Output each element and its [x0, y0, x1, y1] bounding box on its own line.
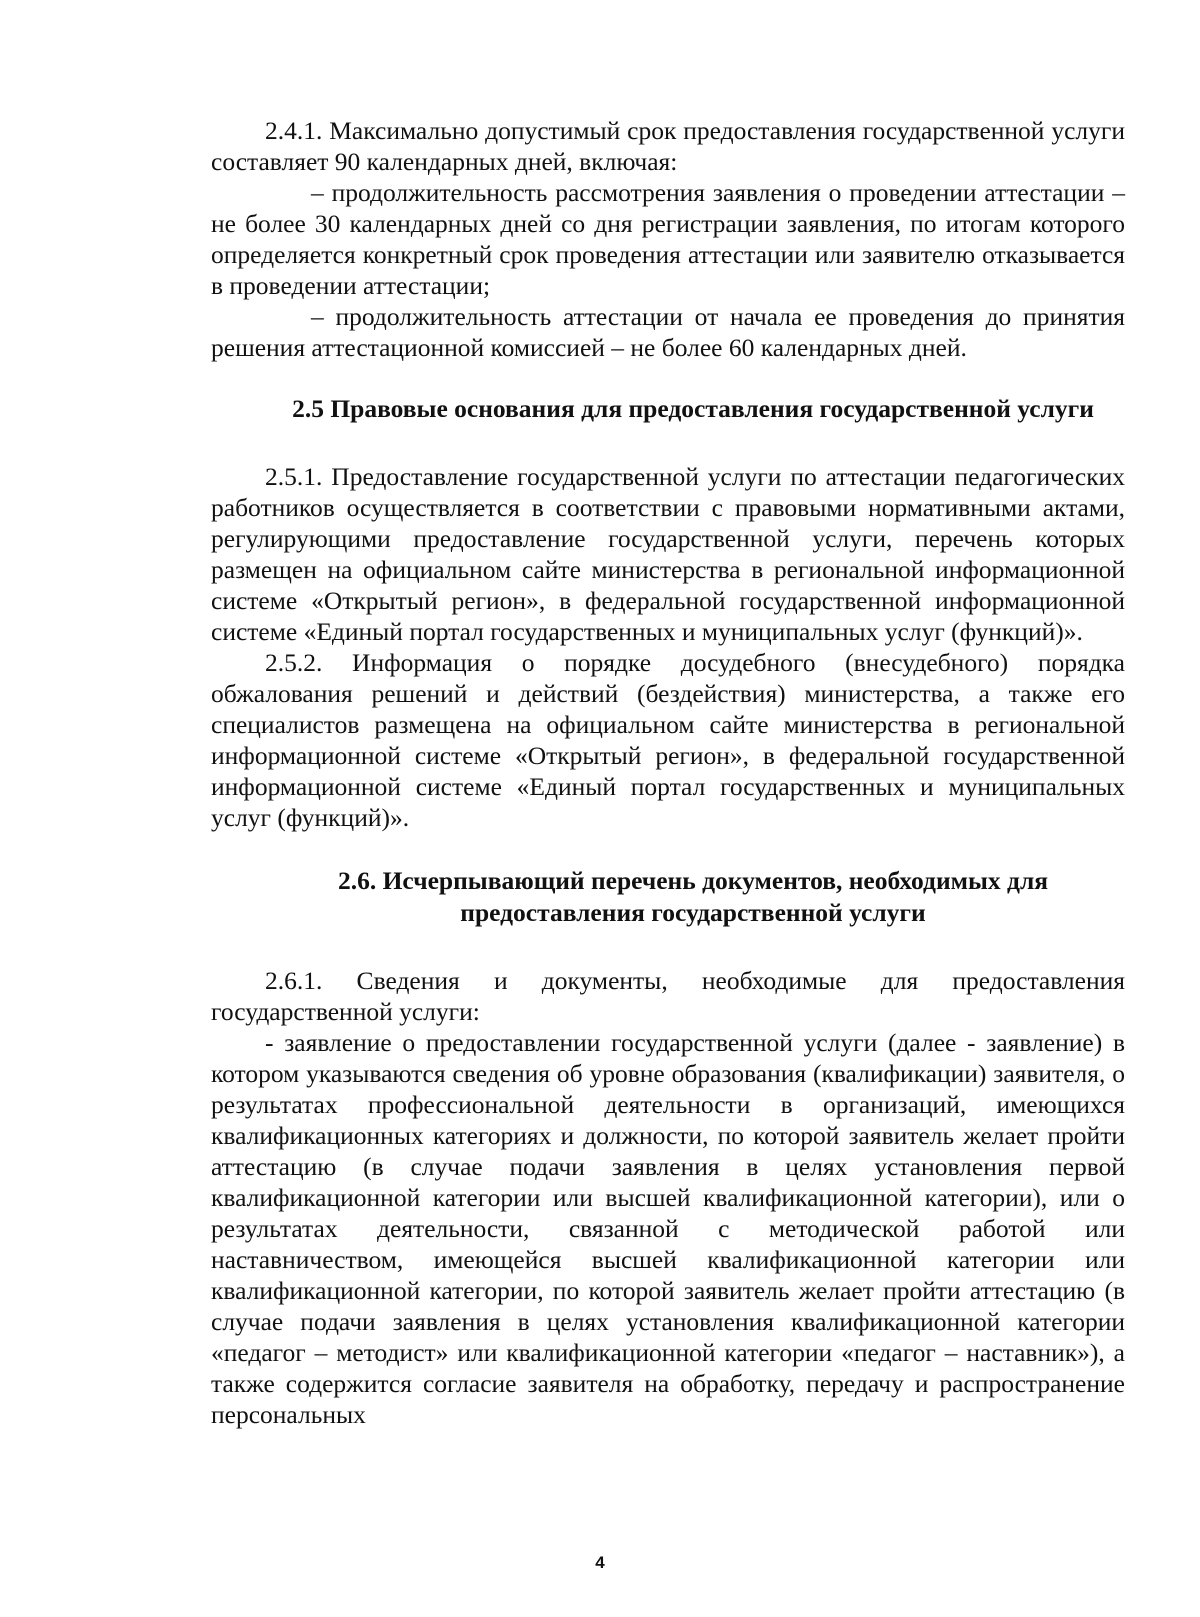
- paragraph-2-5-1: 2.5.1. Предоставление государственной услуги по аттестации педагогических работников осуществляется в соответствии с правовыми нормативными актами, регулирующими предоставление государственной услуги, перечень которых размещен на официальном сайте министерства в региональной информационной системе «Открытый регион», в федеральной государственной информационной системе «Единый портал государственных и муниципальных услуг (функций)».: [211, 462, 1125, 646]
- paragraph-2-6-1: 2.6.1. Сведения и документы, необходимые для предоставления государственной услуги:: [211, 966, 1125, 1026]
- paragraph-2-4-1: 2.4.1. Максимально допустимый срок предоставления государственной услуги составляет 90 календарных дней, включая:: [211, 116, 1125, 176]
- paragraph-2-6-1-item-a: - заявление о предоставлении государственной услуги (далее - заявление) в котором указываются сведения об уровне образования (квалификации) заявителя, о результатах профессиональной деятельности в организаций, имеющихся квалификационных категориях и должности, по которой заявитель желает пройти аттестацию (в случае подачи заявления в целях установления первой квалификационной категории или высшей квалификационной категории), или о результатах деятельности, связанной с методической работой или наставничеством, имеющейся высшей квалификационной категории или квалификационной категории, по которой заявитель желает пройти аттестацию (в случае подачи заявления в целях установления квалификационной категории «педагог – методист» или квалификационной категории «педагог – наставник»), а также содержится согласие заявителя на обработку, передачу и распространение персональных: [211, 1028, 1125, 1429]
- page-number: 4: [595, 1553, 605, 1572]
- document-page: [211, 115, 1125, 1430]
- paragraph-2-4-1-item-b: – продолжительность аттестации от начала ее проведения до принятия решения аттестационной комиссией – не более 60 календарных дней.: [211, 302, 1125, 362]
- heading-2-6: 2.6. Исчерпывающий перечень документов, необходимых для предоставления государственной услуги: [337, 866, 1049, 927]
- heading-2-5: 2.5 Правовые основания для предоставления государственной услуги: [292, 394, 1094, 423]
- paragraph-2-4-1-item-a: – продолжительность рассмотрения заявления о проведении аттестации – не более 30 календарных дней со дня регистрации заявления, по итогам которого определяется конкретный срок проведения аттестации или заявителю отказывается в проведении аттестации;: [211, 178, 1125, 300]
- paragraph-2-5-2: 2.5.2. Информация о порядке досудебного (внесудебного) порядка обжалования решений и действий (бездействия) министерства, а также его специалистов размещена на официальном сайте министерства в региональной информационной системе «Открытый регион», в федеральной государственной информационной системе «Единый портал государственных и муниципальных услуг (функций)».: [211, 648, 1125, 832]
